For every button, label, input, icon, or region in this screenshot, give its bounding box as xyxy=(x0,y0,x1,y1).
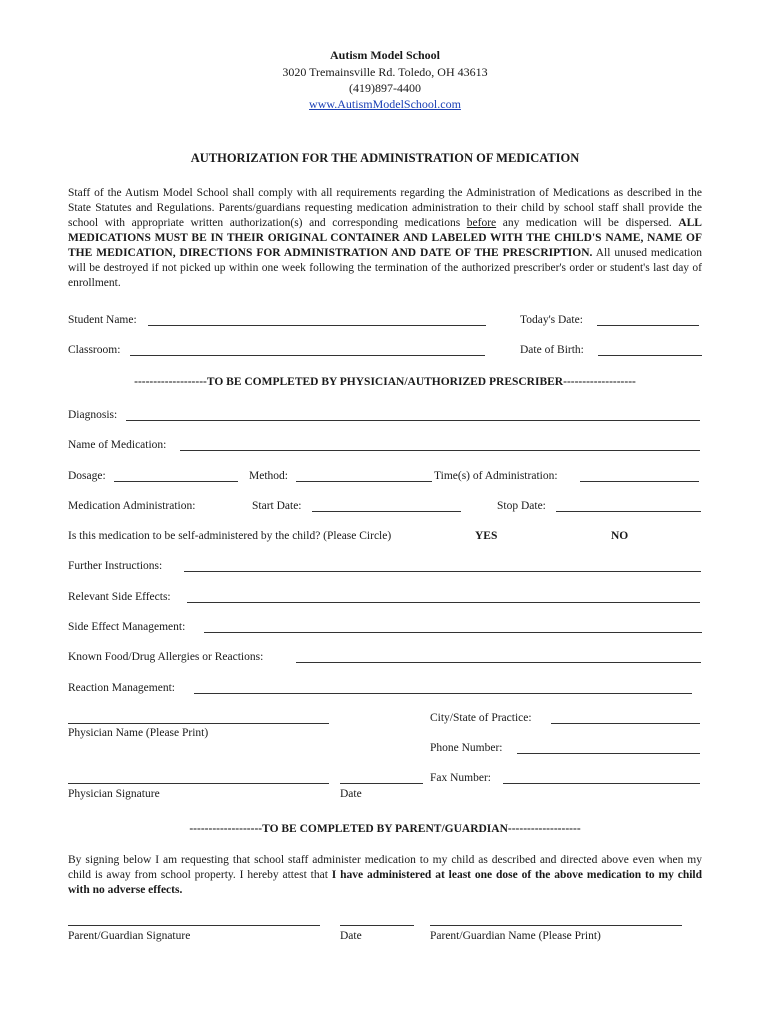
stop-date-label: Stop Date: xyxy=(497,500,546,512)
method-field[interactable] xyxy=(296,481,432,482)
medication-name-field[interactable] xyxy=(180,450,700,451)
parent-section-heading: -------------------TO BE COMPLETED BY PARENT/GUARDIAN------------------- xyxy=(189,823,581,835)
physician-signature-field[interactable] xyxy=(68,783,329,784)
date-of-birth-label: Date of Birth: xyxy=(520,344,584,356)
student-name-field[interactable] xyxy=(148,325,486,326)
parent-signature-label: Parent/Guardian Signature xyxy=(68,930,191,942)
parent-signature-field[interactable] xyxy=(68,925,320,926)
side-effect-management-label: Side Effect Management: xyxy=(68,621,186,633)
dosage-field[interactable] xyxy=(114,481,238,482)
todays-date-field[interactable] xyxy=(597,325,699,326)
intro-paragraph xyxy=(68,186,702,291)
physician-signature-label: Physician Signature xyxy=(68,788,160,800)
parent-name-field[interactable] xyxy=(430,925,682,926)
self-administer-no-option[interactable]: NO xyxy=(611,530,629,542)
classroom-field[interactable] xyxy=(130,355,485,356)
medication-name-label: Name of Medication: xyxy=(68,439,167,451)
dosage-label: Dosage: xyxy=(68,470,106,482)
fax-number-field[interactable] xyxy=(503,783,700,784)
todays-date-label: Today's Date: xyxy=(520,314,583,326)
physician-section-heading: -------------------TO BE COMPLETED BY PHYSICIAN/AUTHORIZED PRESCRIBER------------------- xyxy=(134,376,636,388)
intro-text-3: All unused medication will be destroyed if not picked up within one week following the termination of the authorized prescriber's order or student's last day of enrollment. xyxy=(68,247,702,289)
stop-date-field[interactable] xyxy=(556,511,701,512)
diagnosis-field[interactable] xyxy=(126,420,700,421)
fax-number-label: Fax Number: xyxy=(430,772,492,784)
classroom-label: Classroom: xyxy=(68,344,121,356)
further-instructions-label: Further Instructions: xyxy=(68,560,163,572)
school-name: Autism Model School xyxy=(329,48,440,62)
self-administer-yes-option[interactable]: YES xyxy=(475,530,498,542)
further-instructions-field[interactable] xyxy=(184,571,701,572)
physician-date-field[interactable] xyxy=(340,783,423,784)
school-website-wrapper xyxy=(0,97,770,111)
date-of-birth-field[interactable] xyxy=(598,355,702,356)
relevant-side-effects-label: Relevant Side Effects: xyxy=(68,591,171,603)
diagnosis-label: Diagnosis: xyxy=(68,409,118,421)
allergies-label: Known Food/Drug Allergies or Reactions: xyxy=(68,651,264,663)
method-label: Method: xyxy=(249,470,288,482)
start-date-field[interactable] xyxy=(312,511,461,512)
times-of-administration-label: Time(s) of Administration: xyxy=(434,470,558,482)
relevant-side-effects-field[interactable] xyxy=(187,602,700,603)
student-name-label: Student Name: xyxy=(68,314,137,326)
times-of-administration-field[interactable] xyxy=(580,481,699,482)
city-state-label: City/State of Practice: xyxy=(430,712,532,724)
parent-name-label: Parent/Guardian Name (Please Print) xyxy=(430,930,601,942)
reaction-management-label: Reaction Management: xyxy=(68,682,175,694)
intro-underlined: before xyxy=(466,217,497,229)
parent-statement xyxy=(68,853,702,898)
intro-bold: ALL MEDICATIONS MUST BE IN THEIR ORIGINAL CONTAINER AND LABELED WITH THE CHILD'S NAME, NAME OF THE MEDICATION, DIRECTIONS FOR ADMINISTRATION AND DATE OF THE PRESCRIPTION. xyxy=(68,217,702,259)
side-effect-management-field[interactable] xyxy=(204,632,702,633)
medication-administration-label: Medication Administration: xyxy=(68,500,196,512)
allergies-field[interactable] xyxy=(296,662,701,663)
reaction-management-field[interactable] xyxy=(194,693,692,694)
intro-text-2: any medication will be dispersed. xyxy=(496,217,679,229)
parent-statement-text: By signing below I am requesting that school staff administer medication to my child as described and directed above even when my child is away from school property. I hereby attest that xyxy=(68,854,702,881)
physician-name-label: Physician Name (Please Print) xyxy=(68,727,209,739)
parent-statement-bold: I have administered at least one dose of the above medication to my child with no adverse effects. xyxy=(68,869,703,896)
school-address: 3020 Tremainsville Rd. Toledo, OH 43613 xyxy=(282,65,488,79)
self-administer-question: Is this medication to be self-administered by the child? (Please Circle) xyxy=(68,530,392,542)
intro-text-1: Staff of the Autism Model School shall comply with all requirements regarding the Administration of Medications as described in the State Statutes and Regulations. Parents/guardians requesting medication administration to their child by school staff shall provide the school with appropriate written authorization(s) and corresponding medications xyxy=(68,187,702,229)
city-state-field[interactable] xyxy=(551,723,700,724)
phone-number-label: Phone Number: xyxy=(430,742,503,754)
physician-name-field[interactable] xyxy=(68,723,329,724)
physician-date-label: Date xyxy=(340,788,362,800)
parent-date-field[interactable] xyxy=(340,925,414,926)
school-website-link[interactable]: www.AutismModelSchool.com xyxy=(309,97,461,111)
form-title: AUTHORIZATION FOR THE ADMINISTRATION OF MEDICATION xyxy=(190,151,580,165)
start-date-label: Start Date: xyxy=(252,500,302,512)
school-phone: (419)897-4400 xyxy=(349,81,421,95)
parent-date-label: Date xyxy=(340,930,362,942)
phone-number-field[interactable] xyxy=(517,753,700,754)
